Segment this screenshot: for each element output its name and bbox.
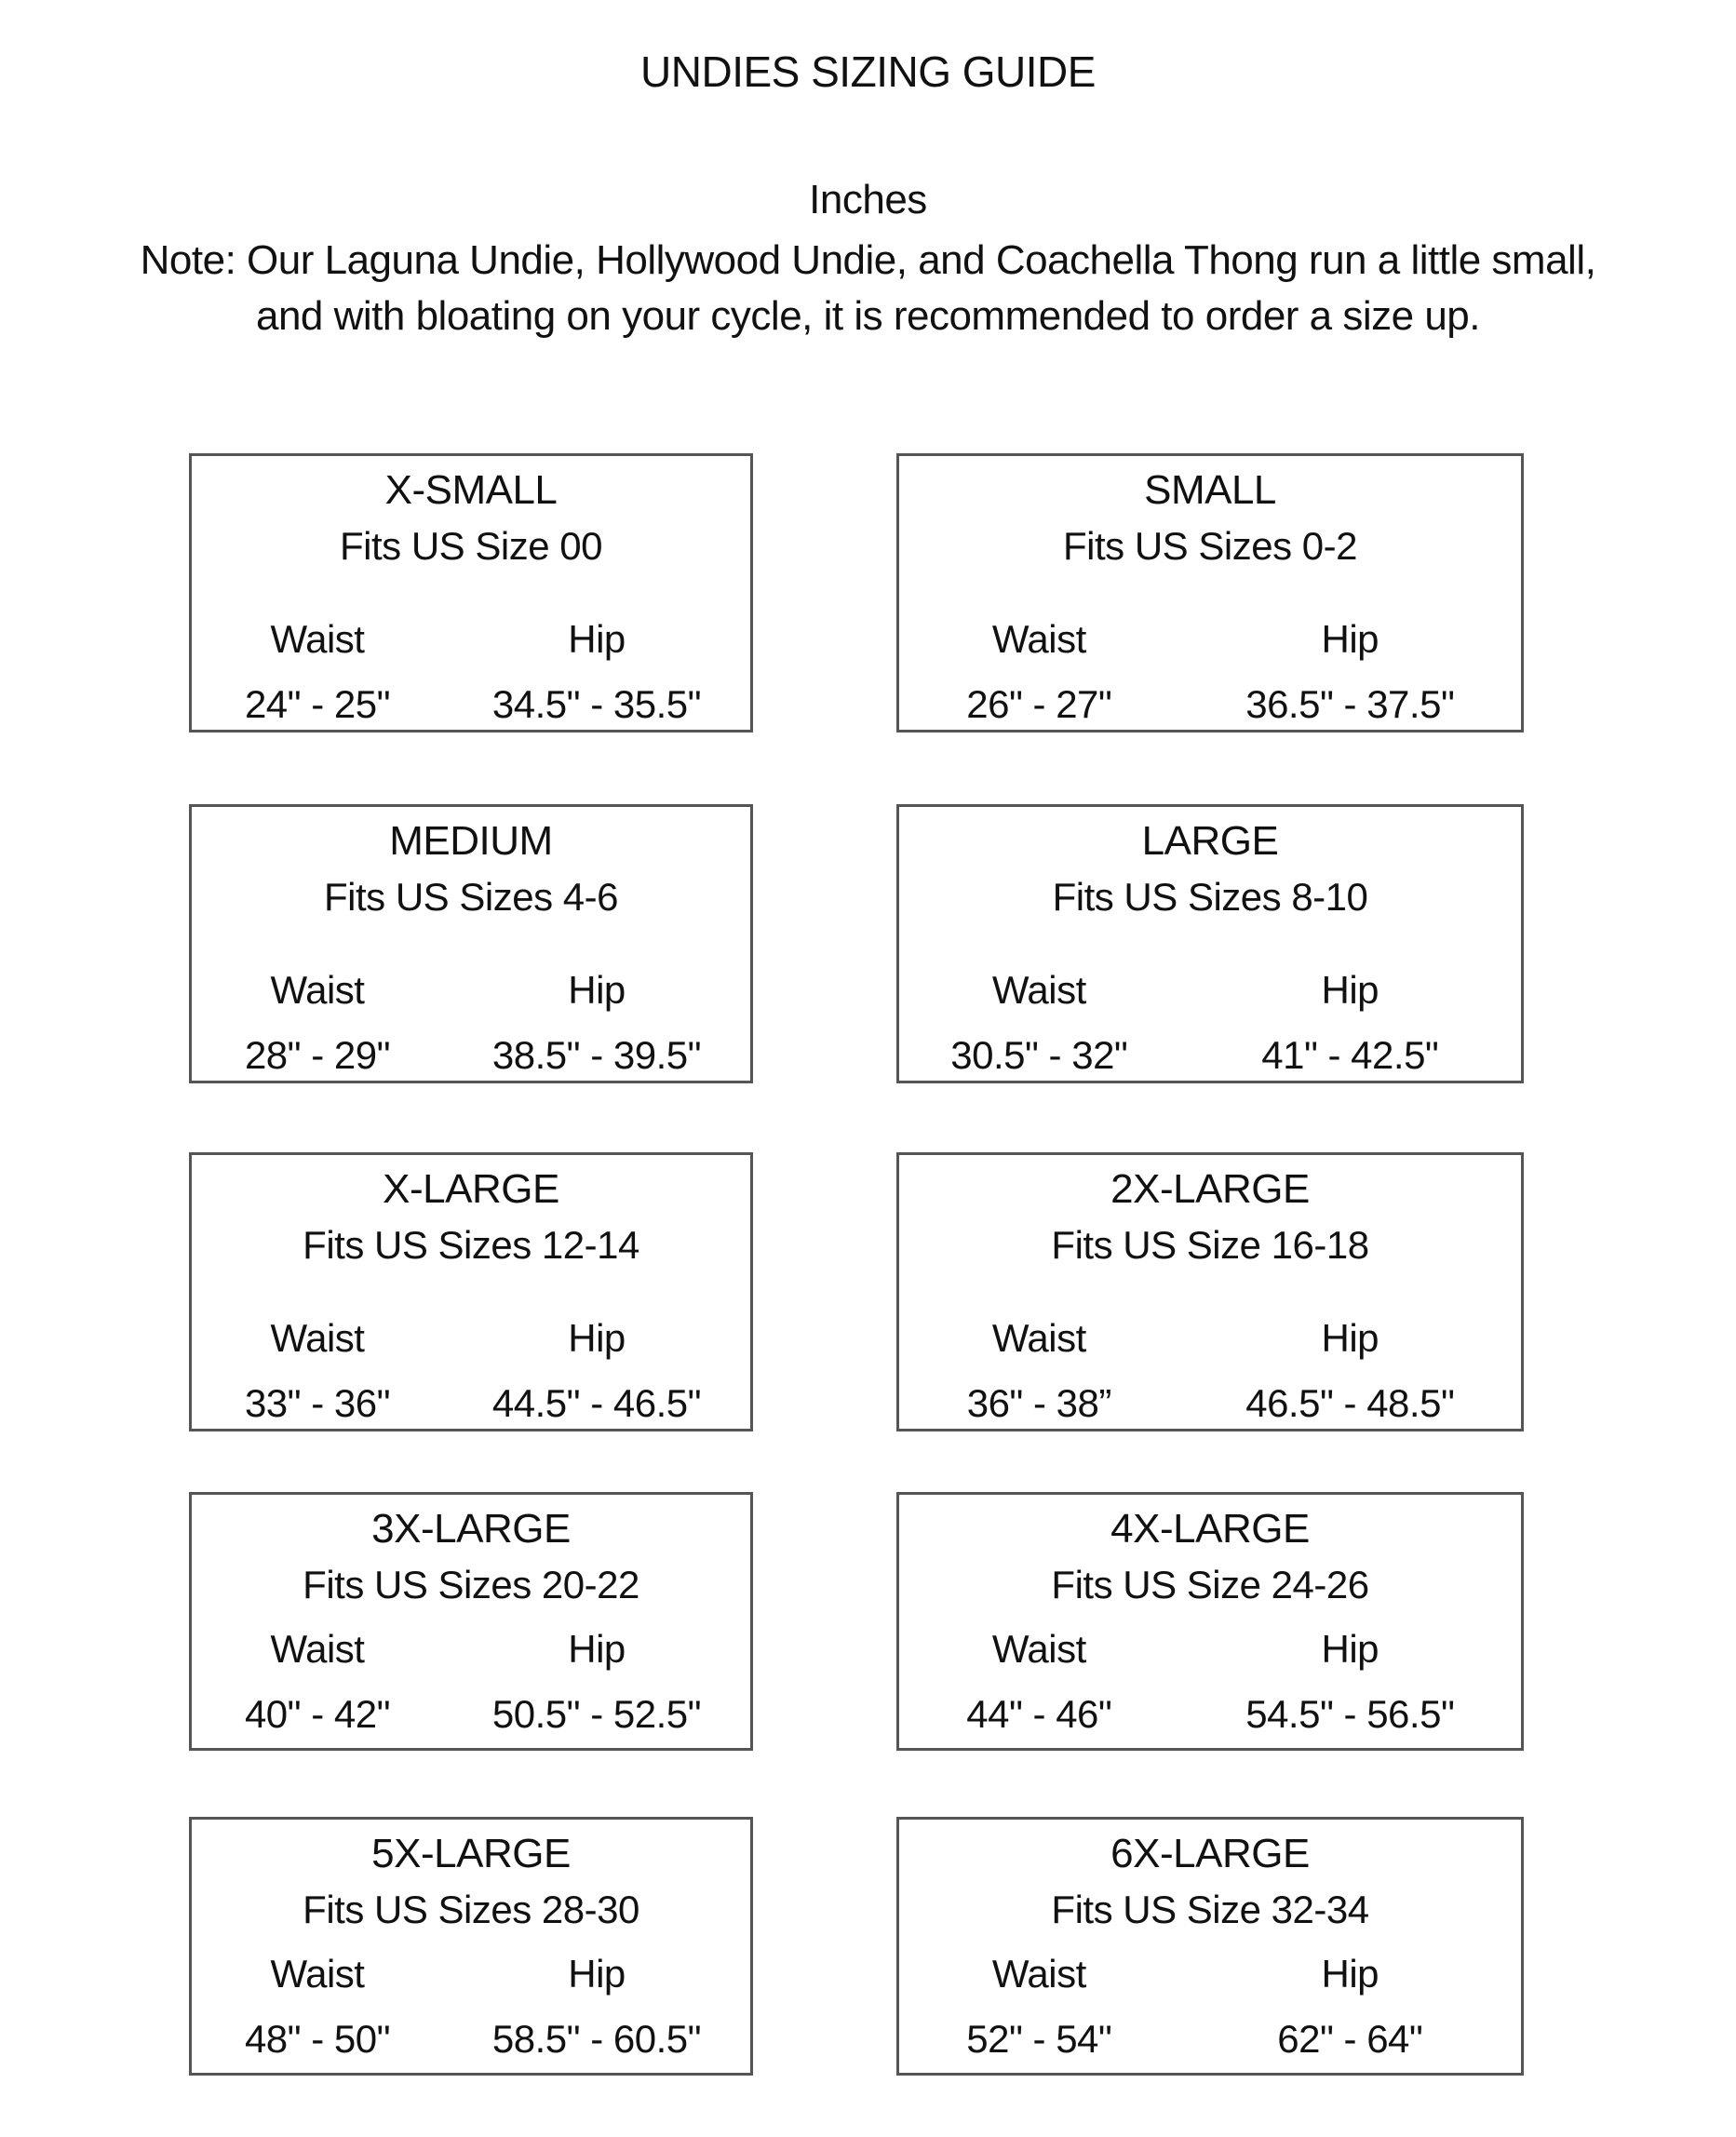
hip-label: Hip: [1321, 1316, 1379, 1360]
size-card-4x-large: [896, 1492, 1524, 1751]
size-card-x-large: [189, 1152, 753, 1431]
size-card-fits: Fits US Sizes 20-22: [303, 1563, 639, 1606]
measure-values: [899, 1382, 1521, 1425]
measure-values: [899, 1034, 1521, 1077]
size-card-fits: Fits US Sizes 28-30: [303, 1888, 639, 1931]
size-card-fits: Fits US Sizes 8-10: [1052, 875, 1368, 919]
note: [0, 233, 1736, 344]
hip-range: 36.5" - 37.5": [1245, 682, 1455, 726]
size-card-fits: Fits US Size 16-18: [1051, 1223, 1369, 1267]
hip-label: Hip: [568, 1952, 626, 1996]
waist-label: Waist: [991, 1316, 1086, 1360]
measure-values: [192, 1034, 750, 1077]
size-card-5x-large: [189, 1817, 753, 2076]
size-card-large: [896, 804, 1524, 1083]
waist-range: 40" - 42": [244, 1692, 391, 1736]
hip-label: Hip: [568, 617, 626, 661]
size-card-title: 3X-LARGE: [371, 1506, 571, 1552]
waist-range: 33" - 36": [244, 1381, 391, 1425]
measure-values: [899, 683, 1521, 726]
measure-labels: [192, 618, 750, 661]
size-card-x-small: [189, 453, 753, 732]
waist-range: 44" - 46": [966, 1692, 1112, 1736]
waist-label: Waist: [270, 968, 365, 1012]
waist-label: Waist: [270, 1627, 365, 1671]
hip-range: 62" - 64": [1277, 2017, 1423, 2061]
waist-range: 36" - 38”: [966, 1381, 1111, 1425]
waist-label: Waist: [270, 1952, 365, 1996]
measure-values: [192, 1382, 750, 1425]
size-card-small: [896, 453, 1524, 732]
hip-range: 54.5" - 56.5": [1245, 1692, 1455, 1736]
measure-labels: [192, 1317, 750, 1360]
size-card-3x-large: [189, 1492, 753, 1751]
hip-range: 34.5" - 35.5": [491, 682, 702, 726]
units-subtitle: Inches: [809, 177, 927, 222]
waist-label: Waist: [270, 617, 365, 661]
hip-range: 46.5" - 48.5": [1245, 1381, 1455, 1425]
size-card-title: X-LARGE: [383, 1166, 559, 1212]
size-card-6x-large: [896, 1817, 1524, 2076]
size-card-fits: Fits US Size 32-34: [1051, 1888, 1369, 1931]
hip-label: Hip: [1321, 1627, 1379, 1671]
hip-label: Hip: [568, 1316, 626, 1360]
hip-label: Hip: [1321, 617, 1379, 661]
measure-labels: [192, 969, 750, 1012]
size-card-title: 6X-LARGE: [1110, 1831, 1310, 1876]
hip-range: 41" - 42.5": [1261, 1033, 1439, 1077]
size-card-fits: Fits US Size 24-26: [1051, 1563, 1369, 1606]
size-card-2x-large: [896, 1152, 1524, 1431]
size-card-fits: Fits US Size 00: [340, 524, 602, 568]
waist-label: Waist: [991, 1952, 1086, 1996]
waist-label: Waist: [270, 1316, 365, 1360]
size-card-fits: Fits US Sizes 4-6: [324, 875, 618, 919]
measure-labels: [192, 1953, 750, 1996]
size-card-title: 2X-LARGE: [1110, 1166, 1310, 1212]
waist-range: 26" - 27": [966, 682, 1112, 726]
waist-range: 24" - 25": [244, 682, 391, 726]
hip-label: Hip: [568, 1627, 626, 1671]
size-card-title: X-SMALL: [384, 467, 558, 513]
waist-label: Waist: [991, 617, 1086, 661]
measure-values: [899, 1693, 1521, 1736]
measure-values: [899, 2018, 1521, 2061]
size-card-title: MEDIUM: [389, 818, 553, 864]
measure-labels: [899, 969, 1521, 1012]
waist-label: Waist: [991, 1627, 1086, 1671]
size-card-fits: Fits US Sizes 0-2: [1063, 524, 1357, 568]
hip-range: 58.5" - 60.5": [491, 2017, 702, 2061]
measure-values: [192, 683, 750, 726]
waist-range: 52" - 54": [966, 2017, 1112, 2061]
size-card-medium: [189, 804, 753, 1083]
measure-values: [192, 2018, 750, 2061]
hip-range: 38.5" - 39.5": [491, 1033, 702, 1077]
waist-range: 30.5" - 32": [950, 1033, 1128, 1077]
hip-range: 50.5" - 52.5": [491, 1692, 702, 1736]
measure-labels: [899, 1628, 1521, 1671]
size-card-fits: Fits US Sizes 12-14: [303, 1223, 639, 1267]
waist-range: 48" - 50": [244, 2017, 391, 2061]
measure-labels: [192, 1628, 750, 1671]
note-line-1: Note: Our Laguna Undie, Hollywood Undie, and Coachella Thong run a little small,: [140, 237, 1596, 283]
waist-range: 28" - 29": [244, 1033, 391, 1077]
hip-label: Hip: [1321, 1952, 1379, 1996]
measure-values: [192, 1693, 750, 1736]
note-line-2: and with bloating on your cycle, it is recommended to order a size up.: [255, 293, 1481, 339]
hip-label: Hip: [568, 968, 626, 1012]
measure-labels: [899, 618, 1521, 661]
page-title: UNDIES SIZING GUIDE: [640, 47, 1096, 96]
measure-labels: [899, 1317, 1521, 1360]
hip-range: 44.5" - 46.5": [491, 1381, 702, 1425]
measure-labels: [899, 1953, 1521, 1996]
size-card-title: SMALL: [1144, 467, 1276, 513]
size-card-title: 5X-LARGE: [371, 1831, 571, 1876]
waist-label: Waist: [991, 968, 1086, 1012]
hip-label: Hip: [1321, 968, 1379, 1012]
size-card-title: 4X-LARGE: [1110, 1506, 1310, 1552]
size-card-title: LARGE: [1141, 818, 1279, 864]
